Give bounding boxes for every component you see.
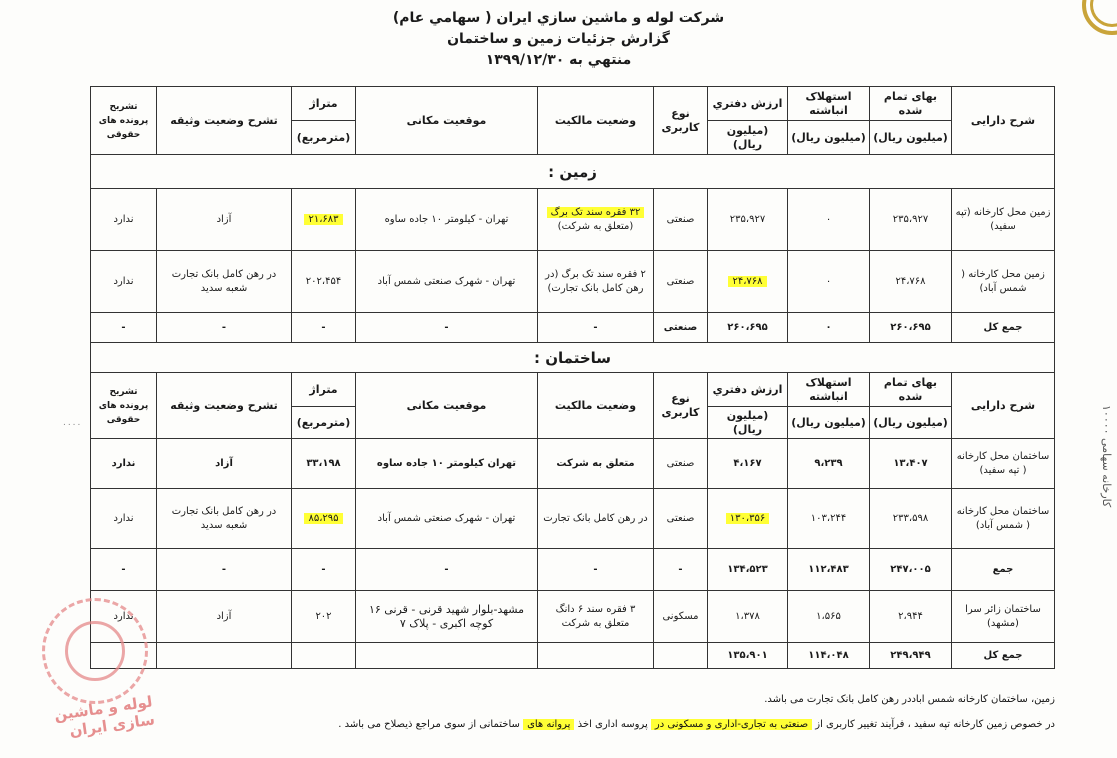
building-total-row <box>91 643 1055 669</box>
total-usage: صنعتی <box>654 313 708 343</box>
ownership-value: در رهن کامل بانک تجارت <box>538 489 654 549</box>
ownership-line1: ۳ فقره سند ۶ دانگ <box>555 603 636 615</box>
deed-value: آزاد <box>157 189 292 251</box>
col-book-unit: (میلیون ریال) <box>708 121 788 155</box>
table-row <box>91 251 1055 313</box>
dash-cell: - <box>157 549 292 591</box>
col-deed: تشرح وضعیت وثیقه <box>157 87 292 155</box>
total-cost: ۲۴۹،۹۴۹ <box>870 643 952 669</box>
right-margin-text: ۱۰۰۰۰ کارخانه سهامی <box>1100 405 1113 508</box>
asset-name: زمین محل کارخانه (تپه سفید) <box>952 189 1055 251</box>
dash-cell: - <box>292 549 356 591</box>
location-value: تهران کیلومتر ۱۰ جاده ساوه <box>356 439 538 489</box>
col-location: موقعیت مکانی <box>356 87 538 155</box>
col-cost-unit: (میلیون ریال) <box>870 121 952 155</box>
table-row <box>91 591 1055 643</box>
col-area-unit: (مترمربع) <box>292 121 356 155</box>
deed-value: آزاد <box>157 591 292 643</box>
book-value <box>708 251 788 313</box>
margin-mark: ٠٠٠٠ <box>62 420 82 430</box>
book-value: ۲۳۵،۹۲۷ <box>708 189 788 251</box>
empty-cell <box>356 643 538 669</box>
book-highlight: ۱۳۰،۳۵۶ <box>726 513 769 524</box>
report-date: منتهي به ۱۳۹۹/۱۲/۳۰ <box>485 52 632 68</box>
ownership-value: ۲ فقره سند تک برگ (در رهن کامل بانک تجارت) <box>538 251 654 313</box>
empty-cell <box>292 643 356 669</box>
empty-cell <box>157 643 292 669</box>
subtotal-book: ۱۳۴،۵۲۳ <box>708 549 788 591</box>
footnote-1: زمین، ساختمان کارخانه شمس اباددر رهن کامل بانک تجارت می باشد. <box>764 694 1055 705</box>
cost-value: ۲،۹۴۴ <box>870 591 952 643</box>
asset-name: ساختمان زائر سرا (مشهد) <box>952 591 1055 643</box>
land-total-row <box>91 313 1055 343</box>
land-header-row <box>91 87 1055 121</box>
ownership-value <box>538 189 654 251</box>
col-permits: تشریح پرونده های حقوقی <box>91 373 157 439</box>
building-header-row <box>91 373 1055 407</box>
company-stamp <box>42 598 148 704</box>
total-depr: ۰ <box>788 313 870 343</box>
footnote-2 <box>55 719 1055 730</box>
col-ownership: وضعیت مالکیت <box>538 87 654 155</box>
table-row <box>91 189 1055 251</box>
footnote-2-highlight-1: صنعتی به تجاری-اداری و مسکونی در <box>651 719 812 730</box>
ownership-line2: متعلق به شرکت <box>561 617 630 629</box>
col-area: متراژ <box>292 87 356 121</box>
col-cost: بهای تمام شده <box>870 373 952 407</box>
col-usage: نوع کاربری <box>654 373 708 439</box>
footnote-2-highlight-2: پروانه های <box>523 719 574 730</box>
col-usage: نوع کاربری <box>654 87 708 155</box>
ownership-highlight: ۳۲ فقره سند تک برگ <box>547 207 645 218</box>
table-row <box>91 489 1055 549</box>
subtotal-label: جمع <box>952 549 1055 591</box>
subtotal-depr: ۱۱۲،۴۸۳ <box>788 549 870 591</box>
dash-cell: - <box>538 313 654 343</box>
depr-value: ۰ <box>788 251 870 313</box>
total-label: جمع کل <box>952 313 1055 343</box>
area-value: ۳۳،۱۹۸ <box>292 439 356 489</box>
col-depr-unit: (میلیون ریال) <box>788 121 870 155</box>
building-section-title: ساختمان : <box>91 343 1055 373</box>
book-value: ۴،۱۶۷ <box>708 439 788 489</box>
book-value: ۱،۳۷۸ <box>708 591 788 643</box>
col-area: متراژ <box>292 373 356 407</box>
ownership-value <box>538 591 654 643</box>
usage-value: صنعتی <box>654 439 708 489</box>
col-depr: استهلاک انباشته <box>788 373 870 407</box>
usage-value: مسکونی <box>654 591 708 643</box>
col-location: موقعیت مکانی <box>356 373 538 439</box>
stamp-text: لوله و ماشین سازی ایران <box>53 692 156 741</box>
area-highlight: ۸۵،۲۹۵ <box>304 513 342 524</box>
col-ownership: وضعیت مالکیت <box>538 373 654 439</box>
col-asset: شرح دارایی <box>952 87 1055 155</box>
depr-value: ۱،۵۶۵ <box>788 591 870 643</box>
total-label: جمع کل <box>952 643 1055 669</box>
ownership-note: (متعلق به شرکت) <box>557 220 634 232</box>
col-deed: تشرح وضعیت وثیقه <box>157 373 292 439</box>
total-book: ۱۳۵،۹۰۱ <box>708 643 788 669</box>
dash-cell: - <box>356 313 538 343</box>
deed-value: در رهن کامل بانک تجارت شعبه سدید <box>157 251 292 313</box>
usage-value: صنعتی <box>654 189 708 251</box>
total-cost: ۲۶۰،۶۹۵ <box>870 313 952 343</box>
usage-value: صنعتی <box>654 251 708 313</box>
cost-value: ۱۳،۴۰۷ <box>870 439 952 489</box>
col-book: ارزش دفتري <box>708 373 788 407</box>
area-value: ۲۰۲،۴۵۴ <box>292 251 356 313</box>
area-value <box>292 489 356 549</box>
dash-cell: - <box>538 549 654 591</box>
land-section-title: زمین : <box>91 155 1055 189</box>
area-value <box>292 189 356 251</box>
usage-value: صنعتی <box>654 489 708 549</box>
location-line2: کوچه اکبری - پلاک ۷ <box>399 616 494 630</box>
col-cost-unit: (میلیون ریال) <box>870 407 952 439</box>
dash-cell: - <box>654 549 708 591</box>
permits-value: ندارد <box>91 189 157 251</box>
book-highlight: ۲۴،۷۶۸ <box>728 276 766 287</box>
book-value <box>708 489 788 549</box>
report-title: گزارش جزئیات زمین و ساختمان <box>447 31 670 47</box>
permits-value: ندارد <box>91 591 157 643</box>
cost-value: ۲۴،۷۶۸ <box>870 251 952 313</box>
dash-cell: - <box>157 313 292 343</box>
permits-value: ندارد <box>91 251 157 313</box>
deed-value: در رهن کامل بانک تجارت شعبه سدید <box>157 489 292 549</box>
col-asset: شرح دارایی <box>952 373 1055 439</box>
total-depr: ۱۱۴،۰۴۸ <box>788 643 870 669</box>
location-line1: مشهد-بلوار شهید قرنی - قرنی ۱۶ <box>368 602 525 616</box>
depr-value: ۹،۲۳۹ <box>788 439 870 489</box>
asset-name: ساختمان محل کارخانه ( شمس آباد) <box>952 489 1055 549</box>
report-header <box>0 8 1117 71</box>
cost-value: ۲۳۳،۵۹۸ <box>870 489 952 549</box>
asset-name: زمین محل کارخانه ( شمس آباد) <box>952 251 1055 313</box>
ownership-value: متعلق به شرکت <box>538 439 654 489</box>
dash-cell: - <box>91 549 157 591</box>
company-name: شرکت لوله و ماشین سازي ایران ( سهامي عام) <box>392 10 725 26</box>
col-cost: بهای تمام شده <box>870 87 952 121</box>
permits-value: ندارد <box>91 439 157 489</box>
col-area-unit: (مترمربع) <box>292 407 356 439</box>
col-book: ارزش دفتري <box>708 87 788 121</box>
empty-cell <box>538 643 654 669</box>
asset-name: ساختمان محل کارخانه ( تپه سفید) <box>952 439 1055 489</box>
area-highlight: ۲۱،۶۸۳ <box>304 214 342 225</box>
table-row <box>91 439 1055 489</box>
location-value: تهران - شهرک صنعتی شمس آباد <box>356 489 538 549</box>
land-building-table <box>90 86 1055 669</box>
col-book-unit: (میلیون ریال) <box>708 407 788 439</box>
depr-value: ۰ <box>788 189 870 251</box>
depr-value: ۱۰۳،۲۴۴ <box>788 489 870 549</box>
col-permits: تشریح پرونده های حقوقی <box>91 87 157 155</box>
building-subtotal-row <box>91 549 1055 591</box>
location-value <box>356 591 538 643</box>
dash-cell: - <box>356 549 538 591</box>
permits-value: ندارد <box>91 489 157 549</box>
area-value: ۲۰۲ <box>292 591 356 643</box>
cost-value: ۲۳۵،۹۲۷ <box>870 189 952 251</box>
footnote-2-part-b: پروسه اداری اخذ <box>574 719 651 730</box>
deed-value: آزاد <box>157 439 292 489</box>
location-value: تهران - شهرک صنعتی شمس آباد <box>356 251 538 313</box>
empty-cell <box>654 643 708 669</box>
total-book: ۲۶۰،۶۹۵ <box>708 313 788 343</box>
subtotal-cost: ۲۴۷،۰۰۵ <box>870 549 952 591</box>
col-depr: استهلاک انباشته <box>788 87 870 121</box>
footnote-2-part-a: در خصوص زمین کارخانه تپه سفید ، فرآیند تغییر کاربری از <box>812 719 1055 730</box>
footnote-2-part-c: ساختمانی از سوی مراجع ذیصلاح می باشد . <box>338 719 524 730</box>
col-depr-unit: (میلیون ریال) <box>788 407 870 439</box>
dash-cell: - <box>292 313 356 343</box>
dash-cell: - <box>91 313 157 343</box>
location-value: تهران - کیلومتر ۱۰ جاده ساوه <box>356 189 538 251</box>
